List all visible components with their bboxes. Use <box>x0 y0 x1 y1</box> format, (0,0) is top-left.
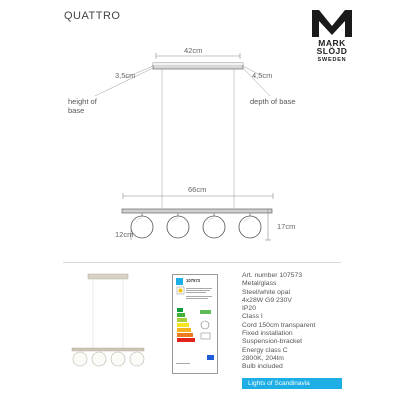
spec-line: Steel/white opal <box>242 288 290 296</box>
dim-total-width: 66cm <box>188 185 207 194</box>
spec-list <box>242 272 315 372</box>
spec-line: Class I <box>242 313 263 321</box>
spec-line: Metal/glass <box>242 280 277 288</box>
globe-2 <box>167 216 189 238</box>
spec-line: Suspension-bracket <box>242 338 303 346</box>
product-title: QUATTRO <box>64 10 121 22</box>
brand-word-1: MARK <box>318 38 346 48</box>
depth-of-base-label: depth of base <box>250 97 296 106</box>
spec-line: Fixed installation <box>242 330 293 338</box>
dim-body-height: 17cm <box>277 222 296 231</box>
spec-line: Art. number 107573 <box>242 272 303 279</box>
globe-3 <box>203 216 225 238</box>
height-of-base-label: height of base <box>68 97 97 115</box>
energy-label <box>172 274 218 374</box>
globe-4 <box>239 216 261 238</box>
energy-label-graphic <box>173 275 217 373</box>
fixture-rail <box>122 209 272 213</box>
dim-globe-diameter: 12cm <box>115 230 134 239</box>
spec-line: IP20 <box>242 305 256 313</box>
dim-base-height: 3,5cm <box>115 71 136 80</box>
dim-base-depth: 4,5cm <box>252 71 273 80</box>
spec-line: Bulb included <box>242 363 283 371</box>
product-photo <box>64 270 152 370</box>
spec-line: 2800K, 204lm <box>242 354 284 362</box>
energy-label-art-number: 107573 <box>186 278 200 283</box>
spec-line: Cord 150cm transparent <box>242 321 316 329</box>
spec-line: 4x28W G9 230V <box>242 296 292 304</box>
section-divider <box>63 262 341 263</box>
footer-bar <box>242 378 342 389</box>
spec-line: Energy class C <box>242 346 288 354</box>
dim-base-width: 42cm <box>184 46 203 55</box>
brand-word-3: SWEDEN <box>317 57 347 63</box>
globe-1 <box>131 216 153 238</box>
brand-word-2: SLÖJD <box>316 46 348 56</box>
footer-text: Lights of Scandinavia <box>248 379 310 387</box>
